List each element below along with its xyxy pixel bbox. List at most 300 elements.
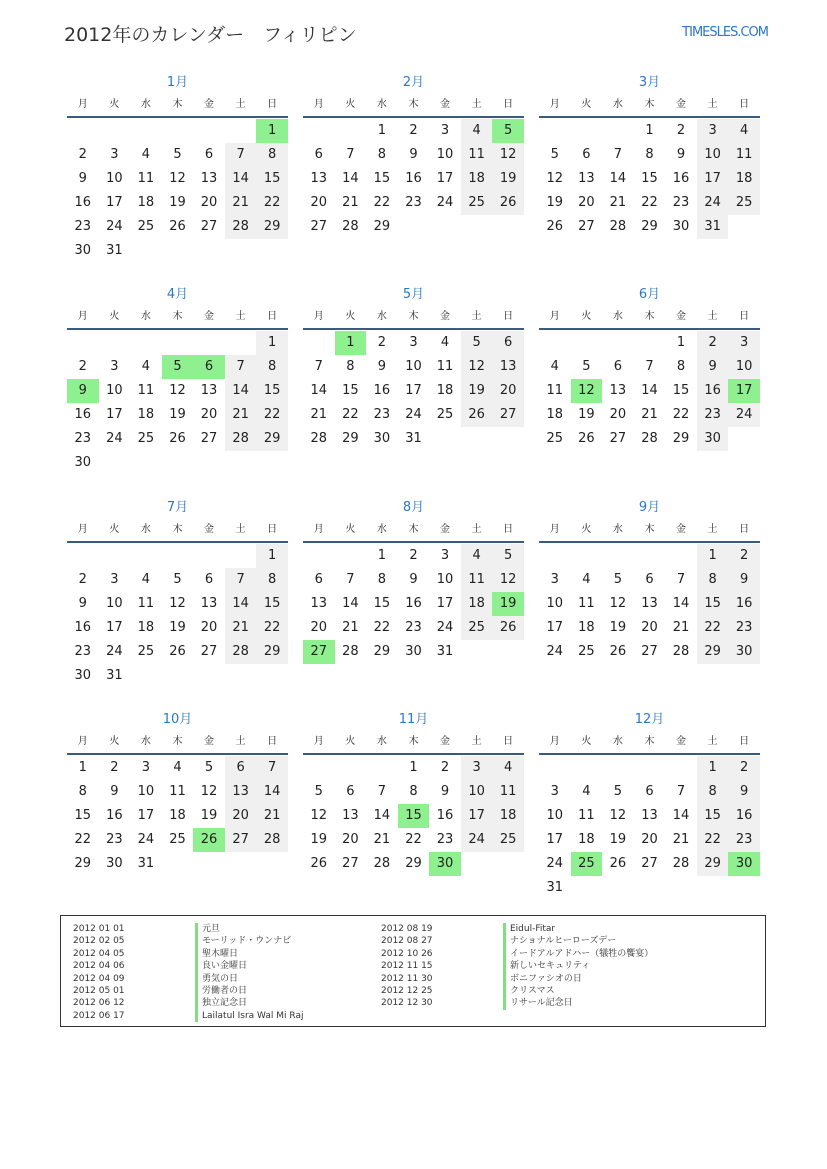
day-cell[interactable]: 29 (672, 431, 690, 446)
day-cell[interactable]: 2 (409, 123, 418, 138)
day-cell[interactable]: 8 (256, 568, 288, 592)
day-cell[interactable]: 27 (342, 856, 359, 871)
day-cell[interactable]: 10 (106, 383, 123, 398)
day-cell[interactable]: 21 (641, 407, 658, 422)
day-cell[interactable]: 2 (440, 760, 450, 775)
day-cell[interactable]: 17 (461, 804, 493, 828)
day-cell[interactable]: 9 (728, 780, 760, 804)
day-cell[interactable]: 24 (137, 832, 155, 847)
day-cell[interactable]: 15 (697, 592, 729, 616)
day-cell[interactable]: 6 (314, 572, 323, 587)
day-cell[interactable]: 28 (342, 644, 359, 659)
day-cell[interactable]: 11 (578, 596, 595, 611)
day-cell[interactable]: 8 (697, 780, 729, 804)
day-cell[interactable]: 15 (74, 808, 92, 823)
day-cell[interactable]: 7 (676, 572, 686, 587)
day-cell[interactable]: 1 (645, 123, 654, 138)
day-cell[interactable]: 24 (106, 431, 123, 446)
day-cell[interactable]: 3 (141, 760, 151, 775)
day-cell[interactable]: 22 (256, 191, 288, 215)
day-cell[interactable]: 29 (342, 431, 359, 446)
day-cell[interactable]: 11 (492, 780, 524, 804)
day-cell[interactable]: 18 (461, 167, 493, 191)
day-cell[interactable]: 30 (74, 455, 92, 470)
day-cell[interactable]: 17 (106, 407, 123, 422)
day-cell[interactable]: 26 (492, 616, 524, 640)
day-cell[interactable]: 6 (645, 784, 654, 799)
day-cell[interactable]: 16 (74, 620, 92, 635)
day-cell[interactable]: 28 (256, 828, 288, 852)
day-cell[interactable]: 12 (609, 808, 627, 823)
day-cell[interactable]: 2 (377, 335, 387, 350)
day-cell[interactable]: 30 (74, 668, 92, 683)
day-cell[interactable]: 11 (578, 808, 595, 823)
day-cell[interactable]: 13 (225, 780, 257, 804)
day-cell[interactable]: 24 (728, 403, 760, 427)
day-cell[interactable]: 14 (342, 596, 359, 611)
day-cell[interactable]: 31 (697, 215, 729, 239)
day-cell[interactable]: 1 (409, 760, 418, 775)
day-cell[interactable]: 4 (461, 544, 493, 568)
day-cell[interactable]: 26 (310, 856, 328, 871)
day-cell[interactable]: 14 (672, 808, 690, 823)
day-cell[interactable]: 6 (492, 331, 524, 355)
day-cell[interactable]: 10 (697, 143, 729, 167)
day-cell[interactable]: 13 (310, 171, 328, 186)
day-cell[interactable]: 13 (342, 808, 359, 823)
day-cell[interactable]: 15 (256, 379, 288, 403)
day-cell[interactable]: 25 (461, 616, 493, 640)
day-cell[interactable]: 15 (373, 171, 391, 186)
day-cell[interactable]: 7 (225, 568, 257, 592)
day-cell[interactable]: 12 (310, 808, 328, 823)
day-cell[interactable]: 8 (645, 147, 654, 162)
day-cell[interactable]: 4 (440, 335, 450, 350)
day-cell[interactable]: 4 (582, 572, 591, 587)
day-cell[interactable]: 3 (110, 147, 119, 162)
day-cell[interactable]: 16 (697, 379, 729, 403)
day-cell[interactable]: 7 (645, 359, 654, 374)
day-cell[interactable]: 8 (256, 143, 288, 167)
day-cell[interactable]: 16 (405, 596, 422, 611)
day-cell[interactable]: 1 (676, 335, 686, 350)
day-cell[interactable]: 8 (346, 359, 355, 374)
day-cell[interactable]: 6 (204, 147, 214, 162)
day-cell[interactable]: 18 (728, 167, 760, 191)
day-cell[interactable]: 15 (373, 596, 391, 611)
day-cell[interactable]: 11 (137, 596, 155, 611)
day-cell[interactable]: 26 (609, 644, 627, 659)
day-cell[interactable]: 29 (373, 219, 391, 234)
day-cell[interactable]: 21 (225, 616, 257, 640)
day-cell[interactable]: 27 (641, 856, 658, 871)
day-cell[interactable]: 14 (641, 383, 658, 398)
day-cell[interactable]: 24 (546, 856, 564, 871)
day-cell[interactable]: 27 (641, 644, 658, 659)
day-cell[interactable]: 20 (200, 407, 218, 422)
day-cell[interactable]: 25 (436, 407, 454, 422)
day-cell[interactable]: 12 (492, 143, 524, 167)
day-cell[interactable]: 19 (609, 832, 627, 847)
day-cell[interactable]: 20 (200, 620, 218, 635)
day-cell[interactable]: 14 (225, 167, 257, 191)
day-cell[interactable]: 28 (342, 219, 359, 234)
day-cell[interactable]: 9 (78, 171, 87, 186)
day-cell[interactable]: 13 (609, 383, 627, 398)
day-cell[interactable]: 13 (578, 171, 595, 186)
day-cell[interactable]: 17 (436, 171, 454, 186)
day-cell[interactable]: 14 (225, 592, 257, 616)
day-cell[interactable]: 23 (728, 616, 760, 640)
day-cell[interactable]: 29 (641, 219, 658, 234)
day-cell[interactable]: 2 (728, 544, 760, 568)
day-cell[interactable]: 30 (106, 856, 123, 871)
day-cell[interactable]: 23 (405, 620, 422, 635)
day-cell[interactable]: 4 (582, 784, 591, 799)
day-cell[interactable]: 7 (613, 147, 623, 162)
day-cell[interactable]: 31 (405, 431, 422, 446)
day-cell[interactable]: 30 (697, 427, 729, 451)
day-cell[interactable]: 5 (204, 760, 214, 775)
holiday-day-cell[interactable]: 9 (67, 379, 99, 403)
day-cell[interactable]: 29 (256, 427, 288, 451)
day-cell[interactable]: 22 (697, 828, 729, 852)
day-cell[interactable]: 3 (110, 572, 119, 587)
day-cell[interactable]: 24 (436, 195, 454, 210)
day-cell[interactable]: 10 (405, 359, 422, 374)
day-cell[interactable]: 12 (546, 171, 564, 186)
day-cell[interactable]: 28 (225, 640, 257, 664)
day-cell[interactable]: 7 (225, 355, 257, 379)
day-cell[interactable]: 29 (256, 640, 288, 664)
day-cell[interactable]: 9 (728, 568, 760, 592)
day-cell[interactable]: 14 (672, 596, 690, 611)
day-cell[interactable]: 15 (641, 171, 658, 186)
day-cell[interactable]: 26 (609, 856, 627, 871)
day-cell[interactable]: 28 (672, 644, 690, 659)
day-cell[interactable]: 6 (314, 147, 323, 162)
day-cell[interactable]: 6 (204, 572, 214, 587)
day-cell[interactable]: 19 (492, 167, 524, 191)
day-cell[interactable]: 9 (377, 359, 387, 374)
day-cell[interactable]: 19 (461, 379, 493, 403)
day-cell[interactable]: 1 (377, 548, 387, 563)
day-cell[interactable]: 27 (578, 219, 595, 234)
day-cell[interactable]: 1 (377, 123, 387, 138)
day-cell[interactable]: 27 (609, 431, 627, 446)
day-cell[interactable]: 20 (310, 620, 328, 635)
holiday-day-cell[interactable]: 1 (335, 331, 367, 355)
day-cell[interactable]: 16 (672, 171, 690, 186)
day-cell[interactable]: 17 (697, 167, 729, 191)
day-cell[interactable]: 22 (256, 616, 288, 640)
day-cell[interactable]: 10 (546, 808, 564, 823)
day-cell[interactable]: 16 (436, 808, 454, 823)
day-cell[interactable]: 23 (74, 431, 92, 446)
day-cell[interactable]: 8 (377, 572, 387, 587)
day-cell[interactable]: 22 (641, 195, 658, 210)
day-cell[interactable]: 2 (676, 123, 686, 138)
day-cell[interactable]: 14 (609, 171, 627, 186)
day-cell[interactable]: 22 (342, 407, 359, 422)
day-cell[interactable]: 27 (200, 431, 218, 446)
day-cell[interactable]: 8 (697, 568, 729, 592)
holiday-day-cell[interactable]: 26 (193, 828, 225, 852)
day-cell[interactable]: 23 (672, 195, 690, 210)
day-cell[interactable]: 18 (461, 592, 493, 616)
day-cell[interactable]: 17 (405, 383, 422, 398)
day-cell[interactable]: 21 (373, 832, 391, 847)
day-cell[interactable]: 12 (200, 784, 218, 799)
day-cell[interactable]: 16 (74, 407, 92, 422)
day-cell[interactable]: 19 (609, 620, 627, 635)
day-cell[interactable]: 5 (582, 359, 591, 374)
day-cell[interactable]: 2 (78, 147, 87, 162)
day-cell[interactable]: 18 (137, 195, 155, 210)
day-cell[interactable]: 2 (110, 760, 119, 775)
day-cell[interactable]: 28 (672, 856, 690, 871)
day-cell[interactable]: 2 (409, 548, 418, 563)
day-cell[interactable]: 10 (106, 171, 123, 186)
day-cell[interactable]: 26 (169, 219, 186, 234)
day-cell[interactable]: 25 (137, 644, 155, 659)
day-cell[interactable]: 30 (728, 640, 760, 664)
day-cell[interactable]: 24 (436, 620, 454, 635)
day-cell[interactable]: 26 (461, 403, 493, 427)
day-cell[interactable]: 9 (409, 572, 418, 587)
day-cell[interactable]: 10 (436, 147, 454, 162)
day-cell[interactable]: 16 (373, 383, 391, 398)
day-cell[interactable]: 14 (342, 171, 359, 186)
day-cell[interactable]: 3 (697, 119, 729, 143)
day-cell[interactable]: 21 (672, 832, 690, 847)
day-cell[interactable]: 25 (578, 644, 595, 659)
day-cell[interactable]: 17 (546, 620, 564, 635)
day-cell[interactable]: 2 (78, 359, 87, 374)
day-cell[interactable]: 16 (728, 592, 760, 616)
day-cell[interactable]: 10 (461, 780, 493, 804)
day-cell[interactable]: 5 (314, 784, 323, 799)
day-cell[interactable]: 28 (641, 431, 658, 446)
day-cell[interactable]: 18 (137, 407, 155, 422)
day-cell[interactable]: 26 (578, 431, 595, 446)
day-cell[interactable]: 27 (225, 828, 257, 852)
day-cell[interactable]: 12 (169, 383, 186, 398)
day-cell[interactable]: 26 (169, 431, 186, 446)
day-cell[interactable]: 28 (225, 427, 257, 451)
day-cell[interactable]: 24 (106, 644, 123, 659)
day-cell[interactable]: 1 (697, 756, 729, 780)
day-cell[interactable]: 18 (578, 832, 595, 847)
day-cell[interactable]: 20 (641, 832, 658, 847)
day-cell[interactable]: 19 (578, 407, 595, 422)
day-cell[interactable]: 3 (110, 359, 119, 374)
day-cell[interactable]: 7 (377, 784, 387, 799)
day-cell[interactable]: 22 (373, 620, 391, 635)
day-cell[interactable]: 11 (169, 784, 186, 799)
day-cell[interactable]: 20 (641, 620, 658, 635)
day-cell[interactable]: 3 (409, 335, 418, 350)
day-cell[interactable]: 21 (342, 195, 359, 210)
day-cell[interactable]: 5 (461, 331, 493, 355)
day-cell[interactable]: 4 (141, 572, 151, 587)
day-cell[interactable]: 21 (609, 195, 627, 210)
day-cell[interactable]: 3 (440, 123, 450, 138)
day-cell[interactable]: 5 (173, 572, 182, 587)
day-cell[interactable]: 13 (200, 596, 218, 611)
day-cell[interactable]: 8 (78, 784, 87, 799)
day-cell[interactable]: 22 (697, 616, 729, 640)
day-cell[interactable]: 15 (672, 383, 690, 398)
day-cell[interactable]: 11 (137, 171, 155, 186)
day-cell[interactable]: 1 (697, 544, 729, 568)
day-cell[interactable]: 3 (440, 548, 450, 563)
day-cell[interactable]: 14 (225, 379, 257, 403)
day-cell[interactable]: 4 (461, 119, 493, 143)
day-cell[interactable]: 20 (492, 379, 524, 403)
day-cell[interactable]: 12 (169, 596, 186, 611)
day-cell[interactable]: 27 (310, 219, 328, 234)
day-cell[interactable]: 31 (106, 668, 123, 683)
day-cell[interactable]: 7 (225, 143, 257, 167)
holiday-day-cell[interactable]: 5 (492, 119, 524, 143)
day-cell[interactable]: 9 (110, 784, 119, 799)
day-cell[interactable]: 3 (461, 756, 493, 780)
day-cell[interactable]: 11 (461, 143, 493, 167)
day-cell[interactable]: 18 (436, 383, 454, 398)
day-cell[interactable]: 30 (405, 644, 422, 659)
holiday-day-cell[interactable]: 5 (162, 355, 194, 379)
day-cell[interactable]: 10 (106, 596, 123, 611)
day-cell[interactable]: 22 (672, 407, 690, 422)
day-cell[interactable]: 28 (310, 431, 328, 446)
day-cell[interactable]: 11 (461, 568, 493, 592)
day-cell[interactable]: 24 (461, 828, 493, 852)
day-cell[interactable]: 29 (405, 856, 422, 871)
day-cell[interactable]: 4 (550, 359, 559, 374)
day-cell[interactable]: 11 (728, 143, 760, 167)
day-cell[interactable]: 6 (645, 572, 654, 587)
day-cell[interactable]: 28 (225, 215, 257, 239)
holiday-day-cell[interactable]: 25 (571, 852, 603, 876)
day-cell[interactable]: 7 (346, 147, 355, 162)
day-cell[interactable]: 22 (256, 403, 288, 427)
holiday-day-cell[interactable]: 6 (193, 355, 225, 379)
day-cell[interactable]: 19 (169, 407, 186, 422)
day-cell[interactable]: 10 (436, 572, 454, 587)
day-cell[interactable]: 25 (461, 191, 493, 215)
day-cell[interactable]: 5 (613, 572, 623, 587)
day-cell[interactable]: 15 (256, 167, 288, 191)
day-cell[interactable]: 14 (310, 383, 328, 398)
day-cell[interactable]: 4 (141, 359, 151, 374)
day-cell[interactable]: 9 (697, 355, 729, 379)
day-cell[interactable]: 21 (225, 191, 257, 215)
day-cell[interactable]: 28 (373, 856, 391, 871)
day-cell[interactable]: 2 (78, 572, 87, 587)
day-cell[interactable]: 6 (582, 147, 591, 162)
day-cell[interactable]: 7 (676, 784, 686, 799)
day-cell[interactable]: 29 (373, 644, 391, 659)
day-cell[interactable]: 25 (169, 832, 186, 847)
day-cell[interactable]: 10 (546, 596, 564, 611)
day-cell[interactable]: 22 (373, 195, 391, 210)
day-cell[interactable]: 1 (256, 331, 288, 355)
day-cell[interactable]: 15 (697, 804, 729, 828)
day-cell[interactable]: 23 (728, 828, 760, 852)
day-cell[interactable]: 13 (641, 596, 658, 611)
day-cell[interactable]: 24 (106, 219, 123, 234)
day-cell[interactable]: 2 (728, 756, 760, 780)
day-cell[interactable]: 17 (436, 596, 454, 611)
day-cell[interactable]: 19 (200, 808, 218, 823)
day-cell[interactable]: 20 (342, 832, 359, 847)
day-cell[interactable]: 16 (728, 804, 760, 828)
day-cell[interactable]: 27 (200, 219, 218, 234)
day-cell[interactable]: 12 (492, 568, 524, 592)
day-cell[interactable]: 1 (78, 760, 87, 775)
day-cell[interactable]: 15 (256, 592, 288, 616)
day-cell[interactable]: 27 (200, 644, 218, 659)
day-cell[interactable]: 23 (74, 644, 92, 659)
day-cell[interactable]: 18 (169, 808, 186, 823)
day-cell[interactable]: 19 (310, 832, 328, 847)
holiday-day-cell[interactable]: 30 (728, 852, 760, 876)
day-cell[interactable]: 21 (256, 804, 288, 828)
day-cell[interactable]: 24 (405, 407, 422, 422)
day-cell[interactable]: 22 (405, 832, 422, 847)
day-cell[interactable]: 29 (697, 640, 729, 664)
day-cell[interactable]: 16 (405, 171, 422, 186)
day-cell[interactable]: 17 (137, 808, 155, 823)
day-cell[interactable]: 4 (492, 756, 524, 780)
holiday-day-cell[interactable]: 30 (429, 852, 461, 876)
day-cell[interactable]: 20 (225, 804, 257, 828)
day-cell[interactable]: 30 (74, 243, 92, 258)
day-cell[interactable]: 8 (676, 359, 686, 374)
day-cell[interactable]: 19 (169, 195, 186, 210)
day-cell[interactable]: 23 (697, 403, 729, 427)
day-cell[interactable]: 29 (256, 215, 288, 239)
day-cell[interactable]: 7 (314, 359, 323, 374)
day-cell[interactable]: 13 (200, 171, 218, 186)
day-cell[interactable]: 20 (310, 195, 328, 210)
day-cell[interactable]: 24 (546, 644, 564, 659)
day-cell[interactable]: 14 (256, 780, 288, 804)
day-cell[interactable]: 13 (641, 808, 658, 823)
day-cell[interactable]: 29 (74, 856, 92, 871)
holiday-day-cell[interactable]: 15 (398, 804, 430, 828)
day-cell[interactable]: 20 (578, 195, 595, 210)
day-cell[interactable]: 10 (137, 784, 155, 799)
day-cell[interactable]: 5 (173, 147, 182, 162)
day-cell[interactable]: 18 (137, 620, 155, 635)
day-cell[interactable]: 31 (137, 856, 155, 871)
day-cell[interactable]: 2 (697, 331, 729, 355)
day-cell[interactable]: 10 (728, 355, 760, 379)
day-cell[interactable]: 6 (346, 784, 355, 799)
day-cell[interactable]: 7 (256, 756, 288, 780)
day-cell[interactable]: 5 (613, 784, 623, 799)
day-cell[interactable]: 31 (106, 243, 123, 258)
day-cell[interactable]: 25 (546, 431, 564, 446)
day-cell[interactable]: 3 (550, 784, 559, 799)
day-cell[interactable]: 17 (106, 620, 123, 635)
day-cell[interactable]: 12 (609, 596, 627, 611)
day-cell[interactable]: 20 (609, 407, 627, 422)
day-cell[interactable]: 15 (342, 383, 359, 398)
day-cell[interactable]: 4 (141, 147, 151, 162)
